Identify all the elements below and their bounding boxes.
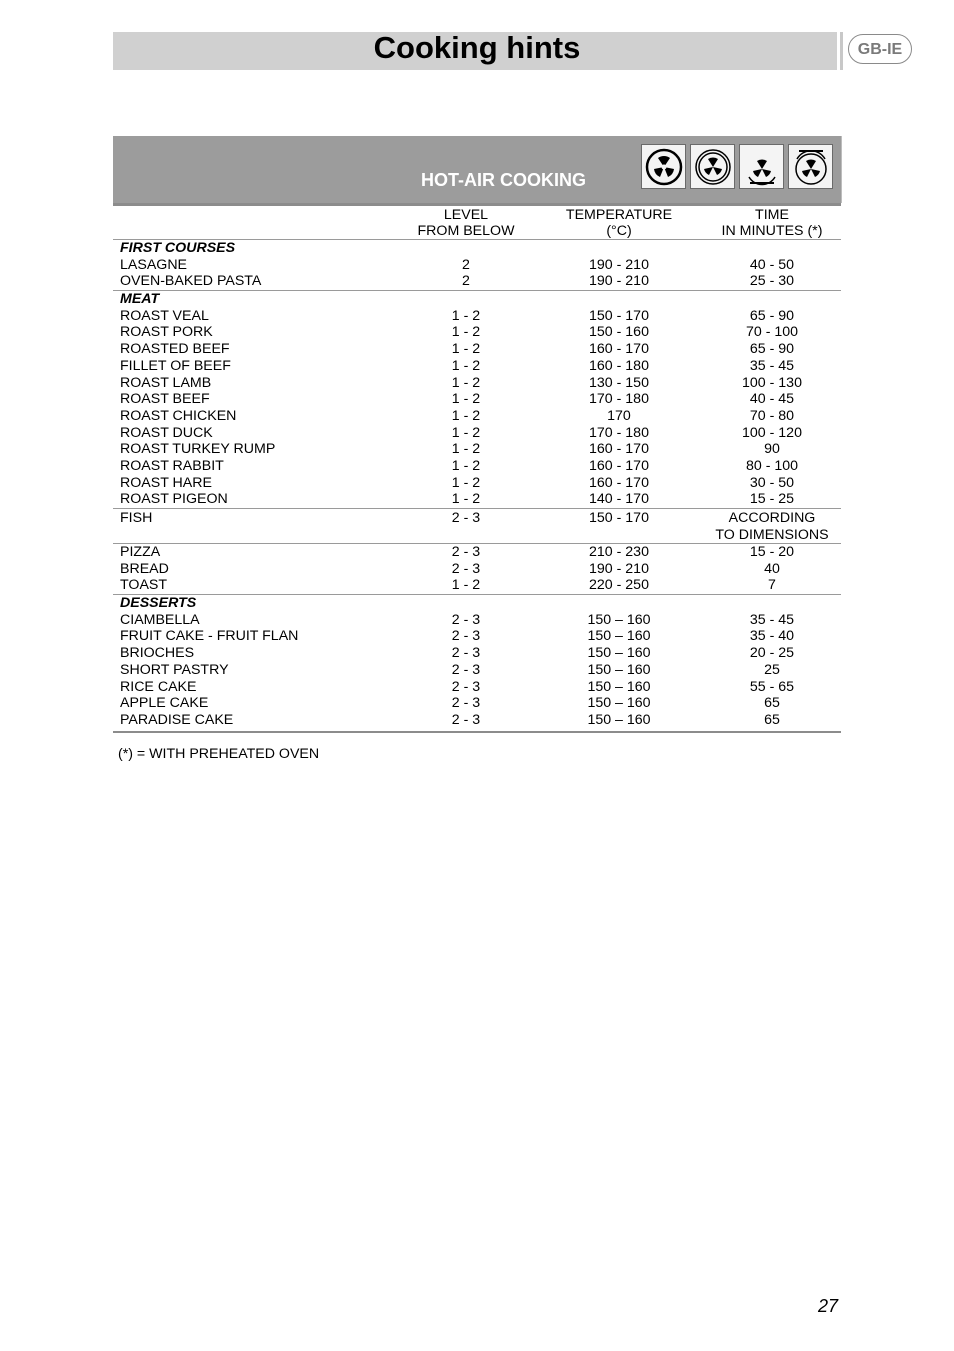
table-bottom-rule	[113, 731, 841, 733]
table-row	[113, 628, 841, 645]
temp-value: 170	[607, 407, 631, 424]
dish-name: OVEN-BAKED PASTA	[120, 273, 262, 290]
temp-value: 170 - 180	[589, 424, 649, 441]
dish-name: PIZZA	[120, 544, 161, 560]
time-value: 30 - 50	[749, 474, 795, 491]
page-number: 27	[818, 1296, 839, 1316]
temp-value: 160 - 170	[589, 457, 649, 474]
function-icons	[641, 144, 833, 189]
time-value: 40	[764, 560, 780, 577]
dish-name: ROAST TURKEY RUMP	[120, 441, 276, 458]
table-row	[113, 645, 841, 662]
time-value: 65 - 90	[749, 341, 795, 358]
temp-value: 160 - 170	[589, 341, 649, 358]
time-value: 70 - 80	[749, 407, 795, 424]
temp-value: 160 - 180	[589, 357, 649, 374]
language-badge: GB-IE	[848, 34, 912, 64]
time-value: 40 - 50	[749, 256, 795, 273]
dish-name: ROAST VEAL	[120, 307, 209, 324]
dish-name: ROAST DUCK	[120, 424, 213, 441]
dish-name: ROAST LAMB	[120, 374, 212, 391]
fan-ring-icon	[690, 144, 735, 189]
time-value: 90	[764, 441, 780, 458]
section-title: HOT-AIR COOKING	[421, 170, 586, 190]
time-line2: TO DIMENSIONS	[715, 526, 829, 543]
temp-value: 190 - 210	[589, 256, 649, 273]
temp-value: 150 – 160	[587, 661, 651, 678]
fan-top-icon	[788, 144, 833, 189]
table-row	[113, 358, 841, 375]
temp-value: 160 - 170	[589, 474, 649, 491]
level-value: 1 - 2	[451, 341, 481, 358]
dish-name: ROAST HARE	[120, 474, 212, 491]
temp-value: 150 – 160	[587, 711, 651, 728]
table-header	[113, 206, 841, 239]
table-row	[113, 543, 841, 561]
level-value: 2 - 3	[451, 661, 481, 678]
temp-value: 150 - 170	[589, 307, 649, 324]
table-row	[113, 662, 841, 679]
temp-value: 150 - 170	[589, 510, 649, 526]
dish-name: BRIOCHES	[120, 645, 195, 662]
time-value: 15 - 25	[749, 491, 795, 508]
table-row-fish	[113, 508, 841, 543]
time-value: 70 - 100	[745, 324, 799, 341]
dish-name: LASAGNE	[120, 256, 188, 273]
group-title: DESSERTS	[120, 595, 197, 612]
table-row	[113, 695, 841, 712]
level-value: 2 - 3	[451, 628, 481, 645]
level-value: 1 - 2	[451, 374, 481, 391]
table-row	[113, 341, 841, 358]
level-value: 2 - 3	[451, 510, 481, 526]
time-value: 40 - 45	[749, 391, 795, 408]
time-value: 80 - 100	[745, 457, 799, 474]
dish-name: ROASTED BEEF	[120, 341, 230, 358]
dish-name: ROAST PORK	[120, 324, 213, 341]
fan-bottom-icon	[739, 144, 784, 189]
header-level-line1: LEVEL	[443, 207, 489, 223]
temp-value: 150 – 160	[587, 695, 651, 712]
header-time-line1: TIME	[755, 207, 789, 223]
level-value: 1 - 2	[451, 441, 481, 458]
temp-value: 140 - 170	[589, 491, 649, 508]
level-value: 2 - 3	[451, 711, 481, 728]
dish-name: APPLE CAKE	[120, 695, 209, 712]
cooking-table	[113, 206, 841, 729]
table-row	[113, 458, 841, 475]
table-row	[113, 391, 841, 408]
level-value: 1 - 2	[451, 407, 481, 424]
time-value: 35 - 45	[749, 611, 795, 628]
time-line1: ACCORDING	[728, 510, 816, 526]
level-value: 2 - 3	[451, 695, 481, 712]
table-row	[113, 491, 841, 508]
table-row	[113, 324, 841, 341]
level-value: 1 - 2	[451, 391, 481, 408]
time-value: 65 - 90	[749, 307, 795, 324]
group-title: FIRST COURSES	[120, 240, 236, 256]
temp-value: 190 - 210	[589, 273, 649, 290]
dish-name: TOAST	[120, 577, 168, 594]
header-temp-line2: (°C)	[606, 223, 632, 239]
time-value: 35 - 45	[749, 357, 795, 374]
header-time	[695, 207, 849, 239]
table-row	[113, 612, 841, 629]
time-value: 15 - 20	[749, 544, 795, 560]
dish-name: PARADISE CAKE	[120, 711, 234, 728]
footnote: (*) = WITH PREHEATED OVEN	[118, 746, 320, 762]
group-heading	[113, 290, 841, 308]
dish-name: FILLET OF BEEF	[120, 357, 231, 374]
dish-name: FRUIT CAKE - FRUIT FLAN	[120, 628, 299, 645]
time-value: 20 - 25	[749, 645, 795, 662]
table-row	[113, 408, 841, 425]
table-row	[113, 441, 841, 458]
level-value: 2	[462, 256, 470, 273]
header-level-line2: FROM BELOW	[417, 223, 515, 239]
level-value: 1 - 2	[451, 357, 481, 374]
temp-value: 130 - 150	[589, 374, 649, 391]
dish-name: BREAD	[120, 560, 169, 577]
group-title: MEAT	[120, 291, 160, 308]
group-heading	[113, 594, 841, 612]
dish-name: RICE CAKE	[120, 678, 197, 695]
dish-name: ROAST RABBIT	[120, 457, 224, 474]
level-value: 1 - 2	[451, 457, 481, 474]
fan-full-icon	[641, 144, 686, 189]
level-value: 1 - 2	[451, 307, 481, 324]
temp-value: 150 – 160	[587, 678, 651, 695]
level-value: 2 - 3	[451, 611, 481, 628]
temp-value: 170 - 180	[589, 391, 649, 408]
header-temp-line1: TEMPERATURE	[565, 207, 673, 223]
dish-name: CIAMBELLA	[120, 611, 200, 628]
time-value	[695, 510, 849, 543]
temp-value: 160 - 170	[589, 441, 649, 458]
dish-name: ROAST CHICKEN	[120, 407, 237, 424]
time-value: 7	[768, 577, 776, 594]
time-value: 65	[764, 711, 780, 728]
level-value: 1 - 2	[451, 424, 481, 441]
table-row	[113, 257, 841, 274]
table-row	[113, 577, 841, 594]
table-row	[113, 273, 841, 290]
temp-value: 150 – 160	[587, 611, 651, 628]
time-value: 100 - 120	[742, 424, 802, 441]
table-row	[113, 375, 841, 392]
table-row	[113, 308, 841, 325]
section-header	[113, 136, 842, 203]
header-level	[389, 207, 543, 239]
time-value: 35 - 40	[749, 628, 795, 645]
temp-value: 210 - 230	[589, 544, 649, 560]
temp-value: 190 - 210	[589, 560, 649, 577]
temp-value: 150 – 160	[587, 645, 651, 662]
level-value: 1 - 2	[451, 491, 481, 508]
time-value: 25 - 30	[749, 273, 795, 290]
temp-value: 150 – 160	[587, 628, 651, 645]
time-value: 55 - 65	[749, 678, 795, 695]
level-value: 1 - 2	[451, 577, 481, 594]
table-row	[113, 679, 841, 696]
level-value: 2 - 3	[451, 544, 481, 560]
time-value: 100 - 130	[742, 374, 802, 391]
level-value: 2 - 3	[451, 645, 481, 662]
time-value: 25	[764, 661, 780, 678]
table-row	[113, 475, 841, 492]
time-value: 65	[764, 695, 780, 712]
page-title: Cooking hints	[373, 30, 581, 65]
dish-name: ROAST BEEF	[120, 391, 210, 408]
level-value: 1 - 2	[451, 474, 481, 491]
temp-value: 150 - 160	[589, 324, 649, 341]
header-time-line2: IN MINUTES (*)	[721, 223, 823, 239]
header-temperature	[543, 207, 695, 239]
dish-name: ROAST PIGEON	[120, 491, 228, 508]
dish-name: FISH	[120, 510, 153, 526]
level-value: 1 - 2	[451, 324, 481, 341]
temp-value: 220 - 250	[589, 577, 649, 594]
level-value: 2	[462, 273, 470, 290]
level-value: 2 - 3	[451, 678, 481, 695]
table-row	[113, 712, 841, 729]
table-row	[113, 425, 841, 442]
group-heading	[113, 239, 841, 257]
dish-name: SHORT PASTRY	[120, 661, 229, 678]
table-row	[113, 561, 841, 578]
level-value: 2 - 3	[451, 560, 481, 577]
